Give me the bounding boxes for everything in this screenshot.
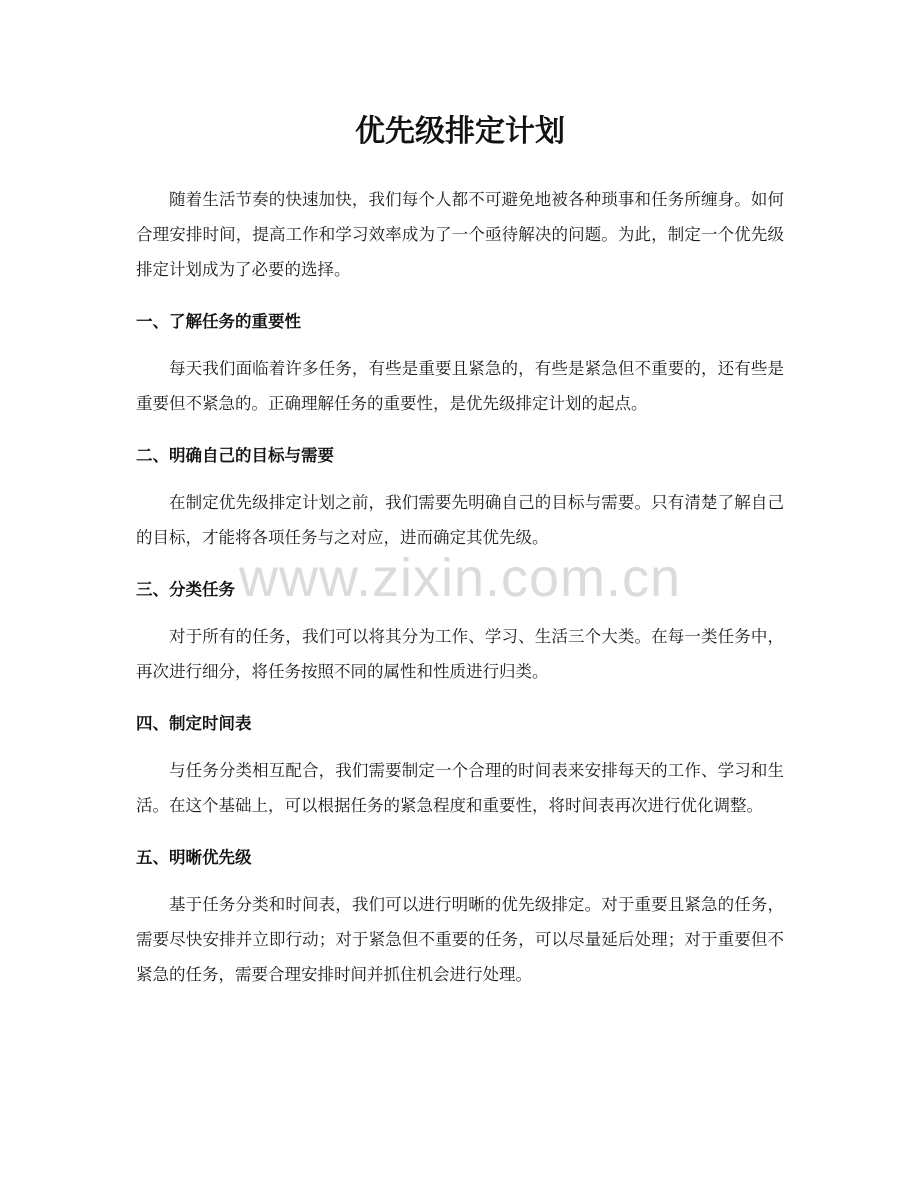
section-body-4: 与任务分类相互配合，我们需要制定一个合理的时间表来安排每天的工作、学习和生活。在这个基础上，可以根据任务的紧急程度和重要性，将时间表再次进行优化调整。 (136, 761, 784, 815)
section-heading-1: 一、了解任务的重要性 (136, 312, 301, 331)
spacer (136, 607, 784, 619)
section-body-2: 在制定优先级排定计划之前，我们需要先明确自己的目标与需要。只有清楚了解自己的目标，才能将各项任务与之对应，进而确定其优先级。 (136, 493, 784, 547)
section-body-1: 每天我们面临着许多任务，有些是重要且紧急的，有些是紧急但不重要的，还有些是重要但不紧急的。正确理解任务的重要性，是优先级排定计划的起点。 (136, 359, 784, 413)
section-heading-2: 二、明确自己的目标与需要 (136, 446, 334, 465)
spacer (136, 555, 784, 572)
intro-paragraph: 随着生活节奏的快速加快，我们每个人都不可避免地被各种琐事和任务所缠身。如何合理安排时间，提高工作和学习效率成为了一个亟待解决的问题。为此，制定一个优先级排定计划成为了必要的选择。 (136, 190, 784, 279)
section-heading-3: 三、分类任务 (136, 580, 235, 599)
section-heading-4: 四、制定时间表 (136, 714, 252, 733)
spacer (136, 741, 784, 753)
page-title: 优先级排定计划 (355, 114, 565, 149)
spacer (136, 823, 784, 840)
section-body-5: 基于任务分类和时间表，我们可以进行明晰的优先级排定。对于重要且紧急的任务，需要尽快安排并立即行动；对于紧急但不重要的任务，可以尽量延后处理；对于重要但不紧急的任务，需要合理安排时间并抓住机会进行处理。 (136, 895, 784, 984)
section-heading-5: 五、明晰优先级 (136, 848, 252, 867)
spacer (136, 875, 784, 887)
section-body-3: 对于所有的任务，我们可以将其分为工作、学习、生活三个大类。在每一类任务中，再次进行细分，将任务按照不同的属性和性质进行归类。 (136, 627, 784, 681)
spacer (136, 421, 784, 438)
spacer (136, 473, 784, 485)
spacer (136, 287, 784, 304)
spacer (136, 689, 784, 706)
document-body (136, 182, 784, 992)
watermark-text: www.zixin.com.cn (238, 548, 682, 608)
spacer (136, 339, 784, 351)
